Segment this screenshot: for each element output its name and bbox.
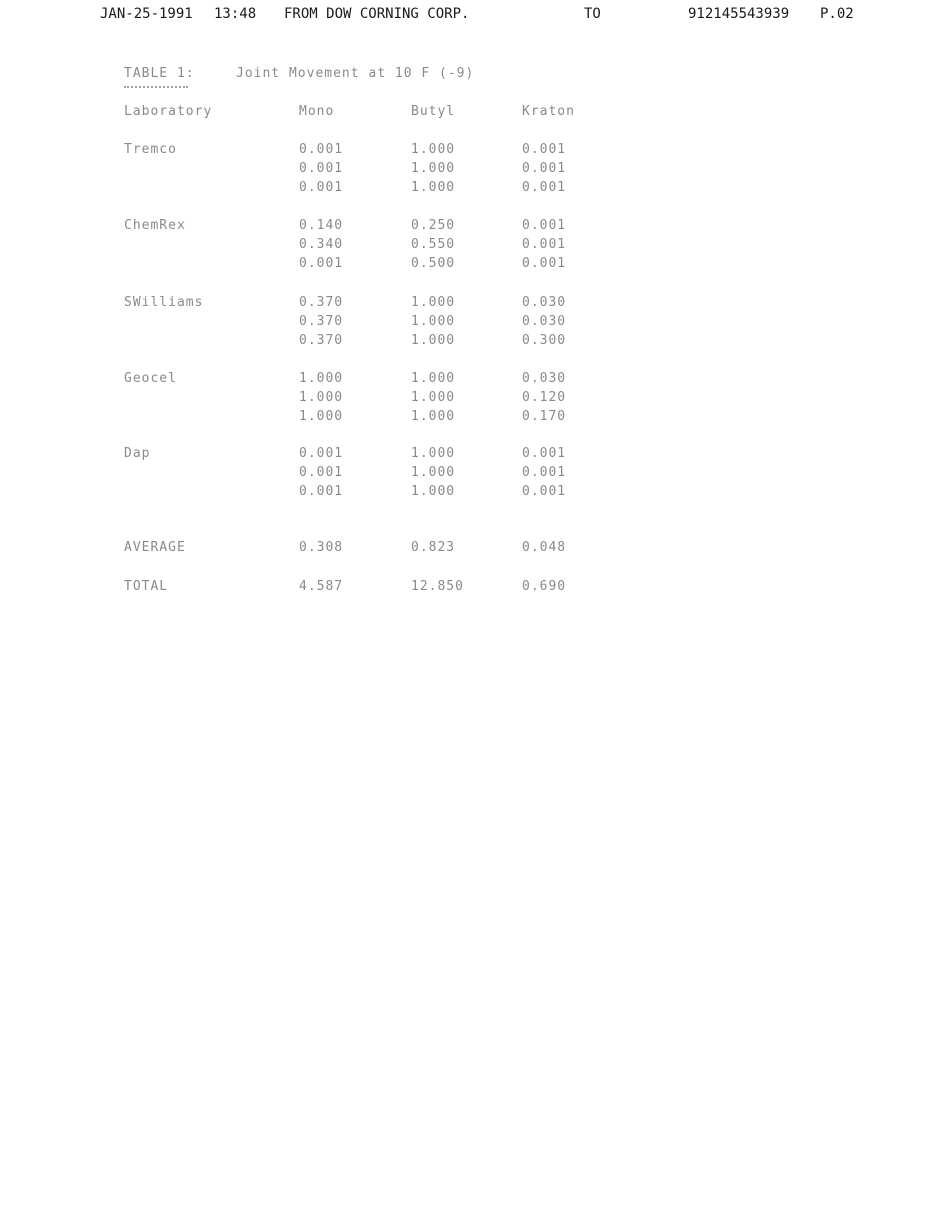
kraton-value: 0.300	[522, 333, 567, 348]
kraton-value: 0.001	[522, 237, 567, 252]
kraton-value: 0.120	[522, 390, 567, 405]
table-row	[0, 390, 950, 409]
table-row	[0, 333, 950, 352]
kraton-value: 0.001	[522, 256, 567, 271]
butyl-value: 0.500	[411, 256, 456, 271]
fax-time: 13:48	[214, 6, 257, 22]
column-header-kraton: Kraton	[522, 104, 575, 119]
fax-from: FROM DOW CORNING CORP.	[284, 6, 470, 22]
total-row	[0, 579, 950, 597]
kraton-value: 0.001	[522, 180, 567, 195]
fax-date: JAN-25-1991	[100, 6, 193, 22]
fax-page-number: P.02	[820, 6, 854, 22]
column-header-mono: Mono	[299, 104, 335, 119]
column-header-laboratory: Laboratory	[124, 104, 213, 119]
average-label: AVERAGE	[124, 540, 186, 555]
butyl-value: 0.250	[411, 218, 456, 233]
mono-value: 1.000	[299, 409, 344, 424]
total-mono: 4.587	[299, 579, 344, 594]
table-row	[0, 446, 950, 465]
average-mono: 0.308	[299, 540, 344, 555]
lab-name: SWilliams	[124, 295, 204, 310]
mono-value: 0.001	[299, 180, 344, 195]
table-label: TABLE 1:	[124, 66, 195, 81]
kraton-value: 0.001	[522, 446, 567, 461]
table-row	[0, 237, 950, 256]
table-row	[0, 142, 950, 161]
table-title-text: Joint Movement at 10 F (-9)	[236, 66, 475, 81]
mono-value: 0.370	[299, 295, 344, 310]
butyl-value: 1.000	[411, 180, 456, 195]
mono-value: 1.000	[299, 371, 344, 386]
table-row	[0, 314, 950, 333]
butyl-value: 1.000	[411, 142, 456, 157]
kraton-value: 0.030	[522, 295, 567, 310]
average-butyl: 0.823	[411, 540, 456, 555]
mono-value: 0.370	[299, 314, 344, 329]
butyl-value: 0.550	[411, 237, 456, 252]
table-row	[0, 218, 950, 237]
table-row	[0, 161, 950, 180]
kraton-value: 0.001	[522, 465, 567, 480]
mono-value: 0.001	[299, 142, 344, 157]
kraton-value: 0.001	[522, 161, 567, 176]
kraton-value: 0.001	[522, 142, 567, 157]
mono-value: 0.001	[299, 465, 344, 480]
table-title	[124, 66, 474, 81]
table-row	[0, 371, 950, 390]
fax-to: TO	[584, 6, 601, 22]
kraton-value: 0.001	[522, 484, 567, 499]
table-row	[0, 180, 950, 199]
table-row	[0, 256, 950, 275]
fax-header	[0, 6, 950, 30]
butyl-value: 1.000	[411, 446, 456, 461]
average-kraton: 0.048	[522, 540, 567, 555]
total-kraton: 0.690	[522, 579, 567, 594]
mono-value: 1.000	[299, 390, 344, 405]
column-header-butyl: Butyl	[411, 104, 456, 119]
butyl-value: 1.000	[411, 484, 456, 499]
title-underline	[124, 86, 188, 88]
lab-name: Tremco	[124, 142, 177, 157]
table-row	[0, 409, 950, 428]
lab-name: Dap	[124, 446, 151, 461]
mono-value: 0.140	[299, 218, 344, 233]
butyl-value: 1.000	[411, 409, 456, 424]
mono-value: 0.001	[299, 484, 344, 499]
mono-value: 0.340	[299, 237, 344, 252]
kraton-value: 0.170	[522, 409, 567, 424]
average-row	[0, 540, 950, 558]
table-row	[0, 484, 950, 503]
lab-name: Geocel	[124, 371, 177, 386]
butyl-value: 1.000	[411, 390, 456, 405]
total-label: TOTAL	[124, 579, 169, 594]
mono-value: 0.370	[299, 333, 344, 348]
butyl-value: 1.000	[411, 465, 456, 480]
fax-number: 912145543939	[688, 6, 790, 22]
table-row	[0, 295, 950, 314]
butyl-value: 1.000	[411, 161, 456, 176]
kraton-value: 0.030	[522, 314, 567, 329]
table-row	[0, 465, 950, 484]
butyl-value: 1.000	[411, 295, 456, 310]
butyl-value: 1.000	[411, 371, 456, 386]
mono-value: 0.001	[299, 256, 344, 271]
butyl-value: 1.000	[411, 314, 456, 329]
column-header-row	[0, 104, 950, 122]
mono-value: 0.001	[299, 446, 344, 461]
mono-value: 0.001	[299, 161, 344, 176]
butyl-value: 1.000	[411, 333, 456, 348]
lab-name: ChemRex	[124, 218, 186, 233]
total-butyl: 12.850	[411, 579, 464, 594]
kraton-value: 0.030	[522, 371, 567, 386]
kraton-value: 0.001	[522, 218, 567, 233]
